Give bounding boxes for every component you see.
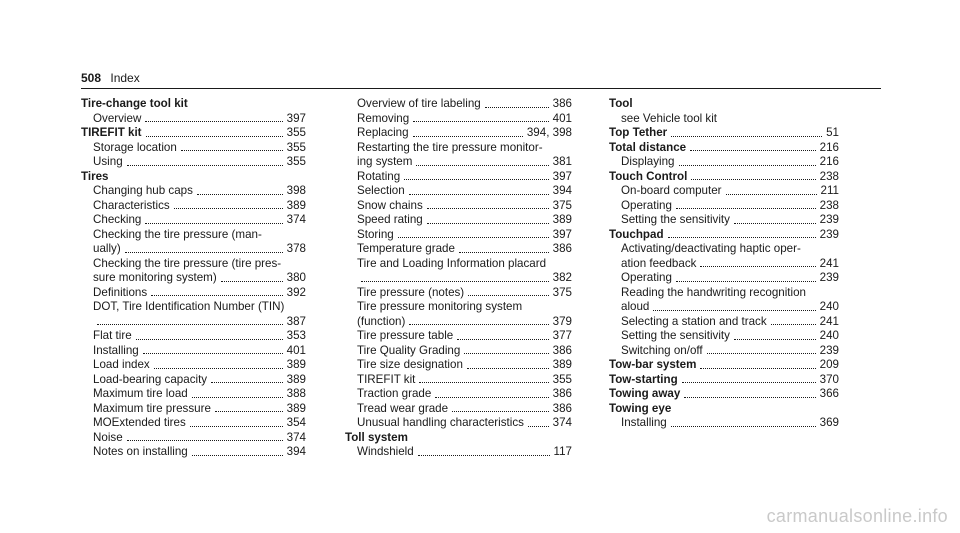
dot-leader bbox=[679, 165, 816, 166]
page-ref: 209 bbox=[819, 358, 839, 371]
entry-text: Operating bbox=[621, 198, 672, 212]
dot-leader bbox=[211, 382, 283, 383]
entry-text: Storage location bbox=[93, 140, 177, 154]
index-heading bbox=[609, 373, 839, 388]
page-ref: 353 bbox=[286, 329, 306, 342]
page-ref: 401 bbox=[286, 343, 306, 357]
dot-leader bbox=[145, 223, 282, 224]
dot-leader bbox=[416, 165, 548, 166]
index-entry bbox=[609, 416, 839, 431]
dot-leader bbox=[467, 368, 549, 369]
entry-text: Traction grade bbox=[357, 387, 432, 400]
page-ref: 386 bbox=[552, 97, 572, 110]
index-entry bbox=[81, 344, 306, 359]
dot-leader bbox=[468, 295, 548, 296]
dot-leader bbox=[404, 179, 548, 180]
entry-text: Speed rating bbox=[357, 213, 423, 226]
index-entry bbox=[345, 228, 572, 243]
page-ref: 387 bbox=[286, 314, 306, 328]
page-ref: 389 bbox=[286, 358, 306, 371]
dot-leader bbox=[181, 150, 283, 151]
index-entry bbox=[345, 402, 572, 417]
page-ref: 374 bbox=[286, 213, 306, 226]
dot-leader bbox=[190, 426, 283, 427]
page-ref: 379 bbox=[552, 314, 572, 328]
entry-text: Flat tire bbox=[93, 329, 132, 342]
page-ref: 374 bbox=[552, 416, 572, 429]
dot-leader bbox=[668, 237, 816, 238]
dot-leader bbox=[459, 252, 549, 253]
index-heading: Tool bbox=[609, 97, 633, 110]
page-ref: 355 bbox=[286, 155, 306, 168]
index-entry bbox=[345, 199, 572, 214]
index-entry bbox=[81, 329, 306, 344]
entry-text: (function) bbox=[357, 314, 406, 328]
dot-leader bbox=[671, 426, 816, 427]
index-entry: Tire pressure monitoring system bbox=[357, 300, 523, 313]
index-entry bbox=[345, 97, 572, 112]
index-entry: DOT, Tire Identification Number (TIN) bbox=[93, 300, 285, 313]
index-entry bbox=[81, 112, 306, 127]
index-heading: Toll system bbox=[345, 430, 408, 444]
entry-text: Overview of tire labeling bbox=[357, 97, 481, 110]
index-entry bbox=[345, 242, 572, 257]
page-number: 508 bbox=[81, 71, 102, 85]
page-ref: 239 bbox=[819, 213, 839, 226]
index-entry bbox=[345, 373, 572, 388]
entry-text: Tire pressure (notes) bbox=[357, 285, 465, 299]
index-column-1 bbox=[81, 97, 306, 460]
index-entry bbox=[609, 344, 839, 359]
dot-leader bbox=[151, 295, 283, 296]
page-ref: 239 bbox=[819, 271, 839, 284]
entry-text: Unusual handling characteristics bbox=[357, 416, 524, 429]
entry-text: TIREFIT kit bbox=[357, 372, 416, 386]
entry-text: Tire pressure table bbox=[357, 329, 454, 342]
entry-text: Touchpad bbox=[609, 227, 664, 241]
entry-text: Rotating bbox=[357, 169, 401, 183]
index-entry bbox=[81, 315, 306, 330]
index-entry bbox=[81, 402, 306, 417]
page-ref: 370 bbox=[819, 372, 839, 386]
page-ref: 380 bbox=[286, 271, 306, 284]
page-ref: 397 bbox=[552, 227, 572, 241]
index-heading: Towing eye bbox=[609, 401, 672, 415]
entry-text: Selection bbox=[357, 184, 405, 197]
dot-leader bbox=[684, 397, 815, 398]
index-entry: see Vehicle tool kit bbox=[621, 111, 718, 125]
page-ref: 241 bbox=[819, 314, 839, 328]
dot-leader bbox=[485, 107, 549, 108]
entry-text: MOExtended tires bbox=[93, 416, 186, 429]
dot-leader bbox=[734, 223, 816, 224]
dot-leader bbox=[690, 150, 816, 151]
page-ref: 386 bbox=[552, 343, 572, 357]
page-ref: 381 bbox=[552, 155, 572, 168]
page-ref: 394, 398 bbox=[526, 126, 572, 139]
index-entry: Reading the handwriting recognition bbox=[621, 285, 806, 299]
entry-text: Maximum tire load bbox=[93, 387, 188, 400]
page-ref: 389 bbox=[286, 401, 306, 415]
section-title: Index bbox=[110, 71, 140, 85]
dot-leader bbox=[771, 324, 816, 325]
page-ref: 377 bbox=[552, 329, 572, 342]
page-ref: 397 bbox=[286, 111, 306, 125]
index-entry bbox=[81, 431, 306, 446]
entry-text: Checking bbox=[93, 213, 142, 226]
page-ref: 397 bbox=[552, 169, 572, 183]
index-entry bbox=[81, 242, 306, 257]
page-ref: 354 bbox=[286, 416, 306, 429]
entry-text: Top Tether bbox=[609, 126, 668, 139]
index-entry bbox=[345, 155, 572, 170]
dot-leader bbox=[427, 223, 549, 224]
dot-leader bbox=[409, 324, 548, 325]
entry-text: ually) bbox=[93, 242, 121, 255]
entry-text: Total distance bbox=[609, 140, 687, 154]
entry-text: Displaying bbox=[621, 155, 675, 168]
index-entry: Tire and Loading Information placard bbox=[357, 256, 547, 270]
dot-leader bbox=[221, 281, 283, 282]
index-entry bbox=[609, 271, 839, 286]
dot-leader bbox=[653, 310, 815, 311]
page-ref: 355 bbox=[286, 126, 306, 139]
dot-leader bbox=[427, 208, 549, 209]
index-heading bbox=[609, 358, 839, 373]
page-ref: 211 bbox=[820, 184, 839, 197]
page-ref: 375 bbox=[552, 198, 572, 212]
index-entry bbox=[81, 213, 306, 228]
dot-leader bbox=[700, 368, 815, 369]
index-heading bbox=[609, 170, 839, 185]
dot-leader bbox=[528, 426, 549, 427]
index-entry bbox=[81, 416, 306, 431]
page-ref: 378 bbox=[286, 242, 306, 255]
dot-leader bbox=[734, 339, 816, 340]
page-ref: 240 bbox=[819, 329, 839, 342]
index-entry bbox=[345, 213, 572, 228]
page-ref: 394 bbox=[552, 184, 572, 197]
page-ref: 241 bbox=[819, 256, 839, 270]
entry-text: Tow-starting bbox=[609, 372, 678, 386]
dot-leader bbox=[215, 411, 283, 412]
dot-leader bbox=[700, 266, 815, 267]
dot-leader bbox=[671, 136, 822, 137]
page-ref: 239 bbox=[819, 227, 839, 241]
index-entry bbox=[345, 358, 572, 373]
dot-leader bbox=[413, 121, 548, 122]
index-entry bbox=[345, 344, 572, 359]
page-ref: 238 bbox=[819, 198, 839, 212]
dot-leader bbox=[145, 121, 282, 122]
entry-text: Removing bbox=[357, 111, 410, 125]
index-entry bbox=[345, 315, 572, 330]
index-entry bbox=[345, 184, 572, 199]
index-entry bbox=[81, 373, 306, 388]
dot-leader bbox=[192, 397, 283, 398]
index-entry bbox=[345, 126, 572, 141]
index-entry bbox=[609, 199, 839, 214]
dot-leader bbox=[127, 165, 283, 166]
index-heading bbox=[609, 141, 839, 156]
dot-leader bbox=[676, 208, 816, 209]
dot-leader bbox=[409, 194, 549, 195]
entry-text: Windshield bbox=[357, 445, 414, 458]
entry-text: Characteristics bbox=[93, 198, 170, 212]
page-ref: 374 bbox=[286, 430, 306, 444]
index-entry: Checking the tire pressure (man- bbox=[93, 227, 262, 241]
index-heading bbox=[609, 387, 839, 402]
index-entry bbox=[345, 112, 572, 127]
entry-text: Tire size designation bbox=[357, 358, 463, 371]
dot-leader bbox=[413, 136, 523, 137]
index-entry bbox=[81, 358, 306, 373]
dot-leader bbox=[125, 252, 283, 253]
index-entry bbox=[345, 445, 572, 460]
index-entry bbox=[81, 199, 306, 214]
dot-leader bbox=[682, 382, 816, 383]
dot-leader bbox=[418, 455, 550, 456]
index-entry bbox=[609, 184, 839, 199]
entry-text: Towing away bbox=[609, 387, 681, 400]
page-ref: 240 bbox=[819, 300, 839, 313]
index-entry bbox=[81, 155, 306, 170]
entry-text: Overview bbox=[93, 111, 142, 125]
entry-text: Snow chains bbox=[357, 198, 423, 212]
entry-text: Definitions bbox=[93, 285, 148, 299]
index-entry bbox=[609, 329, 839, 344]
index-heading bbox=[609, 228, 839, 243]
entry-text: Replacing bbox=[357, 126, 409, 139]
dot-leader bbox=[127, 440, 283, 441]
entry-text: Maximum tire pressure bbox=[93, 401, 211, 415]
index-entry bbox=[609, 257, 839, 272]
dot-leader bbox=[146, 136, 283, 137]
entry-text: Touch Control bbox=[609, 169, 688, 183]
index-entry bbox=[81, 184, 306, 199]
index-entry bbox=[81, 286, 306, 301]
dot-leader bbox=[97, 324, 283, 325]
index-entry bbox=[81, 387, 306, 402]
index-entry: Activating/deactivating haptic oper- bbox=[621, 242, 801, 255]
page-ref: 355 bbox=[286, 140, 306, 154]
page-ref: 392 bbox=[286, 285, 306, 299]
page-ref: 369 bbox=[819, 416, 839, 429]
index-heading bbox=[81, 126, 306, 141]
index-entry bbox=[345, 170, 572, 185]
entry-text: Tire Quality Grading bbox=[357, 343, 461, 357]
page-ref: 386 bbox=[552, 242, 572, 255]
dot-leader bbox=[676, 281, 816, 282]
page-ref: 216 bbox=[819, 140, 839, 154]
page-header bbox=[81, 71, 140, 85]
index-column-3 bbox=[609, 97, 839, 431]
page-ref: 388 bbox=[286, 387, 306, 400]
index-entry: Restarting the tire pressure monitor- bbox=[357, 140, 543, 154]
entry-text: Operating bbox=[621, 271, 672, 284]
entry-text: On-board computer bbox=[621, 184, 722, 197]
page-ref: 386 bbox=[552, 401, 572, 415]
entry-text: Selecting a station and track bbox=[621, 314, 767, 328]
entry-text: Noise bbox=[93, 430, 123, 444]
entry-text: Using bbox=[93, 155, 123, 168]
index-entry bbox=[81, 141, 306, 156]
page-ref: 386 bbox=[552, 387, 572, 400]
entry-text: Notes on installing bbox=[93, 445, 188, 458]
dot-leader bbox=[452, 411, 549, 412]
page-ref: 401 bbox=[552, 111, 572, 125]
watermark: carmanualsonline.info bbox=[766, 506, 948, 526]
index-entry bbox=[345, 286, 572, 301]
dot-leader bbox=[143, 353, 283, 354]
dot-leader bbox=[192, 455, 283, 456]
index-entry bbox=[609, 155, 839, 170]
page-ref: 389 bbox=[286, 372, 306, 386]
index-heading: Tires bbox=[81, 169, 109, 183]
index-entry bbox=[345, 271, 572, 286]
dot-leader bbox=[361, 281, 549, 282]
entry-text: Temperature grade bbox=[357, 242, 455, 255]
entry-text: Switching on/off bbox=[621, 343, 703, 357]
entry-text: Load index bbox=[93, 358, 150, 371]
dot-leader bbox=[457, 339, 548, 340]
page-ref: 51 bbox=[826, 126, 839, 139]
index-entry bbox=[345, 416, 572, 431]
entry-text: Storing bbox=[357, 227, 394, 241]
entry-text: sure monitoring system) bbox=[93, 271, 217, 284]
page-ref: 238 bbox=[819, 169, 839, 183]
dot-leader bbox=[174, 208, 283, 209]
index-entry bbox=[609, 315, 839, 330]
entry-text: ing system bbox=[357, 155, 413, 168]
page-ref: 394 bbox=[286, 445, 306, 458]
page-ref: 382 bbox=[552, 271, 572, 284]
entry-text: aloud bbox=[621, 300, 650, 313]
entry-text: Installing bbox=[93, 343, 139, 357]
dot-leader bbox=[707, 353, 816, 354]
index-entry bbox=[609, 300, 839, 315]
index-entry bbox=[609, 213, 839, 228]
index-heading bbox=[609, 126, 839, 141]
dot-leader bbox=[435, 397, 548, 398]
page-ref: 117 bbox=[553, 445, 572, 458]
page-ref: 216 bbox=[819, 155, 839, 168]
page-ref: 398 bbox=[286, 184, 306, 197]
page-ref: 389 bbox=[552, 213, 572, 226]
index-heading: Tire-change tool kit bbox=[81, 97, 188, 110]
index-column-2 bbox=[345, 97, 572, 460]
entry-text: Installing bbox=[621, 416, 667, 429]
entry-text: ation feedback bbox=[621, 256, 697, 270]
dot-leader bbox=[464, 353, 548, 354]
entry-text: Load-bearing capacity bbox=[93, 372, 208, 386]
index-entry bbox=[345, 387, 572, 402]
entry-text: Changing hub caps bbox=[93, 184, 193, 197]
dot-leader bbox=[398, 237, 549, 238]
dot-leader bbox=[726, 194, 817, 195]
entry-text: Setting the sensitivity bbox=[621, 329, 730, 342]
index-entry bbox=[81, 271, 306, 286]
dot-leader bbox=[419, 382, 548, 383]
entry-text: TIREFIT kit bbox=[81, 126, 142, 139]
entry-text: Tow-bar system bbox=[609, 358, 697, 371]
page-ref: 389 bbox=[286, 198, 306, 212]
page-ref: 389 bbox=[552, 358, 572, 371]
page-ref: 375 bbox=[552, 285, 572, 299]
index-entry: Checking the tire pressure (tire pres- bbox=[93, 256, 282, 270]
dot-leader bbox=[154, 368, 283, 369]
page-ref: 239 bbox=[819, 343, 839, 357]
index-entry bbox=[81, 445, 306, 460]
index-entry bbox=[345, 329, 572, 344]
dot-leader bbox=[197, 194, 283, 195]
entry-text: Setting the sensitivity bbox=[621, 213, 730, 226]
page-ref: 355 bbox=[552, 372, 572, 386]
entry-text: Tread wear grade bbox=[357, 401, 449, 415]
page-ref: 366 bbox=[819, 387, 839, 400]
dot-leader bbox=[691, 179, 815, 180]
dot-leader bbox=[136, 339, 283, 340]
header-rule bbox=[81, 88, 881, 89]
